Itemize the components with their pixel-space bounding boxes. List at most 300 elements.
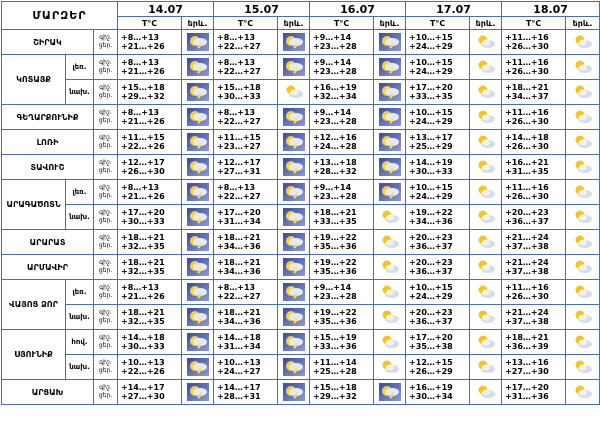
temperature-cell xyxy=(310,305,374,330)
night-temperature: +18…+21 xyxy=(505,83,549,92)
sun-cloud-icon xyxy=(475,208,497,226)
weather-icon-cell xyxy=(278,205,310,230)
weather-icon-cell xyxy=(470,80,502,105)
night-temperature: +18…+21 xyxy=(505,333,549,342)
time-of-day-label xyxy=(94,155,118,180)
weather-icon-cell xyxy=(374,130,406,155)
day-temperature: +31…+34 xyxy=(217,217,261,226)
night-temperature: +12…+16 xyxy=(313,133,357,142)
day-temperature: +23…+28 xyxy=(313,117,357,126)
temperature-cell xyxy=(310,280,374,305)
day-temperature: +36…+37 xyxy=(505,217,549,226)
night-temperature: +18…+21 xyxy=(217,258,261,267)
day-label: ցեր. xyxy=(98,392,113,399)
weather-icon-cell xyxy=(182,380,214,405)
weather-icon-cell xyxy=(470,30,502,55)
night-label: գիշ. xyxy=(99,284,112,291)
day-temperature: +23…+28 xyxy=(313,67,357,76)
temperature-cell xyxy=(118,30,182,55)
night-temperature: +21…+24 xyxy=(505,308,549,317)
night-temperature: +15…+18 xyxy=(217,83,261,92)
weather-icon-cell xyxy=(182,55,214,80)
night-label: գիշ. xyxy=(99,84,112,91)
night-temperature: +19…+22 xyxy=(313,308,357,317)
time-of-day-label xyxy=(94,130,118,155)
weather-icon-cell xyxy=(470,305,502,330)
sun-cloud-icon xyxy=(379,208,401,226)
day-temperature: +21…+26 xyxy=(121,67,165,76)
table-row xyxy=(2,330,600,355)
sun-cloud-lightning-icon xyxy=(283,358,305,376)
night-label: գիշ. xyxy=(99,384,112,391)
day-temperature: +23…+28 xyxy=(313,192,357,201)
temperature-cell xyxy=(406,30,470,55)
weather-icon-cell xyxy=(278,55,310,80)
temperature-cell xyxy=(214,355,278,380)
weather-icon-cell xyxy=(374,155,406,180)
day-temperature: +24…+28 xyxy=(313,142,357,151)
region-name: ՍՅՈՒՆԻՔ xyxy=(2,330,66,380)
night-temperature: +12…+17 xyxy=(217,158,261,167)
sun-cloud-lightning-icon xyxy=(283,183,305,201)
sun-cloud-lightning-icon xyxy=(283,108,305,126)
sun-cloud-lightning-icon xyxy=(283,208,305,226)
sun-cloud-icon xyxy=(379,308,401,326)
night-temperature: +17…+20 xyxy=(121,208,165,217)
night-temperature: +8…+13 xyxy=(121,108,160,117)
temperature-cell xyxy=(310,255,374,280)
day-temperature: +24…+29 xyxy=(409,42,453,51)
weather-icon-cell xyxy=(182,205,214,230)
region-name: ԱՐՑԱԽ xyxy=(2,380,94,405)
day-temperature: +37…+38 xyxy=(505,242,549,251)
sun-cloud-icon xyxy=(475,83,497,101)
sun-cloud-icon xyxy=(379,233,401,251)
sun-cloud-lightning-icon xyxy=(379,383,401,401)
time-of-day-label xyxy=(94,55,118,80)
table-row xyxy=(2,255,600,280)
day-temperature: +29…+32 xyxy=(121,92,165,101)
night-temperature: +9…+14 xyxy=(313,183,352,192)
day-temperature: +27…+30 xyxy=(121,392,165,401)
temperature-cell xyxy=(502,55,566,80)
subregion-label: հով. xyxy=(66,330,94,355)
sun-cloud-lightning-icon xyxy=(283,133,305,151)
day-label: ցեր. xyxy=(98,192,113,199)
day-temperature: +22…+27 xyxy=(217,192,261,201)
night-temperature: +15…+18 xyxy=(121,83,165,92)
temperature-cell xyxy=(502,105,566,130)
temperature-cell xyxy=(214,380,278,405)
night-temperature: +18…+21 xyxy=(121,308,165,317)
sun-cloud-lightning-icon xyxy=(187,283,209,301)
night-temperature: +8…+13 xyxy=(217,183,256,192)
sun-cloud-icon xyxy=(475,183,497,201)
temperature-cell xyxy=(214,80,278,105)
temperature-cell xyxy=(118,180,182,205)
day-temperature: +22…+27 xyxy=(217,67,261,76)
day-temperature: +33…+36 xyxy=(313,342,357,351)
temperature-cell xyxy=(406,380,470,405)
night-temperature: +11…+14 xyxy=(313,358,357,367)
sun-cloud-lightning-icon xyxy=(187,83,209,101)
day-temperature: +24…+29 xyxy=(409,292,453,301)
day-temperature: +33…+35 xyxy=(409,92,453,101)
weather-icon-cell xyxy=(470,330,502,355)
temperature-cell xyxy=(310,55,374,80)
night-temperature: +21…+24 xyxy=(505,233,549,242)
day-temperature: +30…+33 xyxy=(121,217,165,226)
region-name: ԳԵՂԱՐՔՈՒՆԻՔ xyxy=(2,105,94,130)
table-row xyxy=(2,380,600,405)
night-temperature: +17…+20 xyxy=(409,333,453,342)
sun-cloud-icon xyxy=(572,108,594,126)
forecast-table xyxy=(1,1,600,405)
night-temperature: +11…+16 xyxy=(505,108,549,117)
temperature-cell xyxy=(406,55,470,80)
sun-cloud-lightning-icon xyxy=(283,58,305,76)
region-name: ԱՐԱԳԱԾՈՏՆ xyxy=(2,180,66,230)
sun-cloud-lightning-icon xyxy=(187,58,209,76)
day-temperature: +30…+33 xyxy=(121,342,165,351)
day-temperature: +26…+30 xyxy=(505,142,549,151)
temperature-cell xyxy=(118,330,182,355)
day-temperature: +24…+29 xyxy=(409,67,453,76)
day-label: ցեր. xyxy=(98,142,113,149)
sun-cloud-icon xyxy=(283,83,305,101)
temperature-cell xyxy=(310,155,374,180)
subregion-label: նախ. xyxy=(66,80,94,105)
subregion-label: նախ. xyxy=(66,355,94,380)
night-temperature: +10…+13 xyxy=(121,358,165,367)
time-of-day-label xyxy=(94,380,118,405)
night-temperature: +12…+15 xyxy=(409,358,453,367)
day-temperature: +22…+27 xyxy=(217,292,261,301)
day-temperature: +22…+27 xyxy=(217,42,261,51)
temperature-cell xyxy=(310,355,374,380)
icon-col-header: երև. xyxy=(278,17,310,30)
temp-col-header: T°C xyxy=(502,17,566,30)
day-temperature: +26…+29 xyxy=(409,367,453,376)
night-label: գիշ. xyxy=(99,34,112,41)
region-name: ՏԱՎՈՒՇ xyxy=(2,155,94,180)
day-temperature: +21…+26 xyxy=(121,192,165,201)
sun-cloud-icon xyxy=(475,158,497,176)
day-temperature: +21…+26 xyxy=(121,117,165,126)
sun-cloud-lightning-icon xyxy=(283,258,305,276)
temperature-cell xyxy=(502,330,566,355)
night-temperature: +10…+15 xyxy=(409,33,453,42)
weather-icon-cell xyxy=(182,255,214,280)
weather-icon-cell xyxy=(566,305,600,330)
day-temperature: +33…+35 xyxy=(313,217,357,226)
day-temperature: +23…+28 xyxy=(313,42,357,51)
sun-cloud-icon xyxy=(572,208,594,226)
day-label: ցեր. xyxy=(98,217,113,224)
weather-icon-cell xyxy=(566,380,600,405)
night-temperature: +20…+23 xyxy=(505,208,549,217)
temp-col-header: T°C xyxy=(214,17,278,30)
weather-icon-cell xyxy=(374,305,406,330)
temperature-cell xyxy=(118,155,182,180)
temperature-cell xyxy=(118,255,182,280)
temperature-cell xyxy=(118,80,182,105)
day-temperature: +26…+30 xyxy=(505,42,549,51)
sun-cloud-lightning-icon xyxy=(187,383,209,401)
weather-icon-cell xyxy=(182,230,214,255)
night-temperature: +16…+19 xyxy=(313,83,357,92)
sun-cloud-lightning-icon xyxy=(283,33,305,51)
sun-cloud-icon xyxy=(475,233,497,251)
weather-icon-cell xyxy=(470,205,502,230)
temperature-cell xyxy=(214,55,278,80)
day-temperature: +22…+26 xyxy=(121,367,165,376)
temperature-cell xyxy=(502,30,566,55)
temperature-cell xyxy=(310,230,374,255)
temperature-cell xyxy=(214,30,278,55)
night-temperature: +13…+17 xyxy=(409,133,453,142)
temperature-cell xyxy=(406,305,470,330)
night-temperature: +19…+22 xyxy=(313,258,357,267)
night-temperature: +15…+19 xyxy=(313,333,357,342)
night-temperature: +10…+13 xyxy=(217,358,261,367)
day-label: ցեր. xyxy=(98,67,113,74)
time-of-day-label xyxy=(94,280,118,305)
weather-icon-cell xyxy=(182,155,214,180)
night-temperature: +8…+13 xyxy=(217,33,256,42)
night-temperature: +19…+22 xyxy=(313,233,357,242)
temperature-cell xyxy=(214,280,278,305)
date-header: 15.07 xyxy=(214,2,310,17)
weather-icon-cell xyxy=(278,380,310,405)
day-temperature: +37…+38 xyxy=(505,317,549,326)
table-row xyxy=(2,30,600,55)
time-of-day-label xyxy=(94,305,118,330)
night-temperature: +20…+23 xyxy=(409,258,453,267)
table-row xyxy=(2,55,600,80)
temperature-cell xyxy=(214,155,278,180)
icon-col-header: երև. xyxy=(566,17,600,30)
temperature-cell xyxy=(310,105,374,130)
day-label: ցեր. xyxy=(98,342,113,349)
sun-cloud-icon xyxy=(572,83,594,101)
sun-cloud-lightning-icon xyxy=(283,158,305,176)
subregion-label: լեռ. xyxy=(66,280,94,305)
sun-cloud-icon xyxy=(572,308,594,326)
weather-icon-cell xyxy=(566,30,600,55)
sun-cloud-icon xyxy=(475,108,497,126)
night-temperature: +10…+15 xyxy=(409,283,453,292)
day-temperature: +21…+26 xyxy=(121,292,165,301)
sun-cloud-icon xyxy=(572,383,594,401)
sun-cloud-icon xyxy=(475,358,497,376)
day-temperature: +32…+35 xyxy=(121,267,165,276)
day-label: ցեր. xyxy=(98,167,113,174)
night-temperature: +14…+17 xyxy=(121,383,165,392)
night-temperature: +11…+16 xyxy=(505,283,549,292)
day-temperature: +36…+37 xyxy=(409,317,453,326)
weather-icon-cell xyxy=(374,355,406,380)
sun-cloud-lightning-icon xyxy=(283,233,305,251)
weather-icon-cell xyxy=(182,130,214,155)
table-row xyxy=(2,355,600,380)
sun-cloud-icon xyxy=(572,358,594,376)
icon-col-header: երև. xyxy=(182,17,214,30)
weather-icon-cell xyxy=(374,105,406,130)
weather-icon-cell xyxy=(374,205,406,230)
night-label: գիշ. xyxy=(99,209,112,216)
subregion-label: լեռ. xyxy=(66,55,94,80)
temperature-cell xyxy=(310,330,374,355)
weather-icon-cell xyxy=(470,280,502,305)
night-temperature: +11…+15 xyxy=(217,133,261,142)
day-temperature: +36…+39 xyxy=(505,342,549,351)
table-row xyxy=(2,205,600,230)
time-of-day-label xyxy=(94,180,118,205)
sun-cloud-icon xyxy=(475,133,497,151)
day-temperature: +30…+33 xyxy=(217,92,261,101)
sun-cloud-lightning-icon xyxy=(187,333,209,351)
weather-icon-cell xyxy=(278,330,310,355)
temperature-cell xyxy=(214,305,278,330)
weather-icon-cell xyxy=(470,355,502,380)
sun-cloud-icon xyxy=(572,133,594,151)
sun-cloud-icon xyxy=(572,233,594,251)
temperature-cell xyxy=(118,305,182,330)
night-label: գիշ. xyxy=(99,234,112,241)
temperature-cell xyxy=(406,230,470,255)
day-temperature: +35…+38 xyxy=(409,342,453,351)
day-temperature: +21…+26 xyxy=(121,42,165,51)
night-temperature: +20…+23 xyxy=(409,308,453,317)
date-header: 18.07 xyxy=(502,2,600,17)
night-temperature: +8…+13 xyxy=(121,183,160,192)
sun-cloud-icon xyxy=(475,283,497,301)
temperature-cell xyxy=(502,355,566,380)
weather-icon-cell xyxy=(566,130,600,155)
weather-icon-cell xyxy=(278,105,310,130)
sun-cloud-lightning-icon xyxy=(379,33,401,51)
weather-icon-cell xyxy=(566,155,600,180)
weather-icon-cell xyxy=(182,105,214,130)
day-temperature: +28…+32 xyxy=(313,167,357,176)
day-temperature: +26…+30 xyxy=(505,67,549,76)
temperature-cell xyxy=(118,130,182,155)
day-temperature: +32…+35 xyxy=(121,317,165,326)
weather-icon-cell xyxy=(278,305,310,330)
sun-cloud-lightning-icon xyxy=(187,158,209,176)
weather-icon-cell xyxy=(470,130,502,155)
sun-cloud-lightning-icon xyxy=(187,208,209,226)
weather-icon-cell xyxy=(374,255,406,280)
temperature-cell xyxy=(502,255,566,280)
day-label: ցեր. xyxy=(98,367,113,374)
night-temperature: +13…+18 xyxy=(313,158,357,167)
table-row xyxy=(2,105,600,130)
temperature-cell xyxy=(502,205,566,230)
temperature-cell xyxy=(118,105,182,130)
weather-icon-cell xyxy=(374,230,406,255)
temperature-cell xyxy=(214,130,278,155)
night-temperature: +11…+16 xyxy=(505,33,549,42)
sun-cloud-icon xyxy=(572,33,594,51)
night-temperature: +21…+24 xyxy=(505,258,549,267)
night-temperature: +16…+19 xyxy=(409,383,453,392)
weather-icon-cell xyxy=(182,305,214,330)
night-temperature: +8…+13 xyxy=(217,283,256,292)
weather-icon-cell xyxy=(470,180,502,205)
sun-cloud-icon xyxy=(572,158,594,176)
day-temperature: +23…+28 xyxy=(313,292,357,301)
region-name: ՇԻՐԱԿ xyxy=(2,30,94,55)
weather-icon-cell xyxy=(374,380,406,405)
temperature-cell xyxy=(406,155,470,180)
sun-cloud-icon xyxy=(379,358,401,376)
night-temperature: +17…+20 xyxy=(505,383,549,392)
night-temperature: +18…+21 xyxy=(121,233,165,242)
time-of-day-label xyxy=(94,330,118,355)
temperature-cell xyxy=(214,255,278,280)
sun-cloud-icon xyxy=(572,283,594,301)
night-label: գիշ. xyxy=(99,334,112,341)
region-name: ԱՐԱՐԱՏ xyxy=(2,230,94,255)
sun-cloud-icon xyxy=(572,258,594,276)
weather-icon-cell xyxy=(182,355,214,380)
day-temperature: +26…+30 xyxy=(505,192,549,201)
temperature-cell xyxy=(310,205,374,230)
night-temperature: +11…+15 xyxy=(121,133,165,142)
temperature-cell xyxy=(118,280,182,305)
icon-col-header: երև. xyxy=(470,17,502,30)
sun-cloud-lightning-icon xyxy=(379,183,401,201)
day-temperature: +31…+36 xyxy=(505,392,549,401)
night-temperature: +19…+22 xyxy=(409,208,453,217)
night-temperature: +9…+14 xyxy=(313,58,352,67)
temperature-cell xyxy=(502,305,566,330)
temperature-cell xyxy=(406,355,470,380)
temperature-cell xyxy=(118,230,182,255)
sun-cloud-lightning-icon xyxy=(379,58,401,76)
sun-cloud-icon xyxy=(475,33,497,51)
night-temperature: +14…+18 xyxy=(505,133,549,142)
weather-icon-cell xyxy=(566,205,600,230)
temp-col-header: T°C xyxy=(118,17,182,30)
day-label: ցեր. xyxy=(98,267,113,274)
temp-col-header: T°C xyxy=(406,17,470,30)
night-label: գիշ. xyxy=(99,134,112,141)
region-name: ԱՐՄԱՎԻՐ xyxy=(2,255,94,280)
day-temperature: +23…+27 xyxy=(217,142,261,151)
temperature-cell xyxy=(502,380,566,405)
day-temperature: +35…+36 xyxy=(313,242,357,251)
weather-icon-cell xyxy=(566,80,600,105)
day-temperature: +22…+27 xyxy=(217,117,261,126)
weather-icon-cell xyxy=(278,355,310,380)
night-temperature: +17…+20 xyxy=(409,83,453,92)
day-label: ցեր. xyxy=(98,242,113,249)
weather-icon-cell xyxy=(374,55,406,80)
day-temperature: +36…+37 xyxy=(409,242,453,251)
day-temperature: +27…+31 xyxy=(217,167,261,176)
weather-icon-cell xyxy=(566,55,600,80)
table-row xyxy=(2,130,600,155)
weather-icon-cell xyxy=(470,155,502,180)
day-label: ցեր. xyxy=(98,317,113,324)
day-temperature: +31…+35 xyxy=(505,167,549,176)
night-temperature: +20…+23 xyxy=(409,233,453,242)
day-temperature: +34…+36 xyxy=(217,267,261,276)
day-temperature: +24…+29 xyxy=(409,192,453,201)
